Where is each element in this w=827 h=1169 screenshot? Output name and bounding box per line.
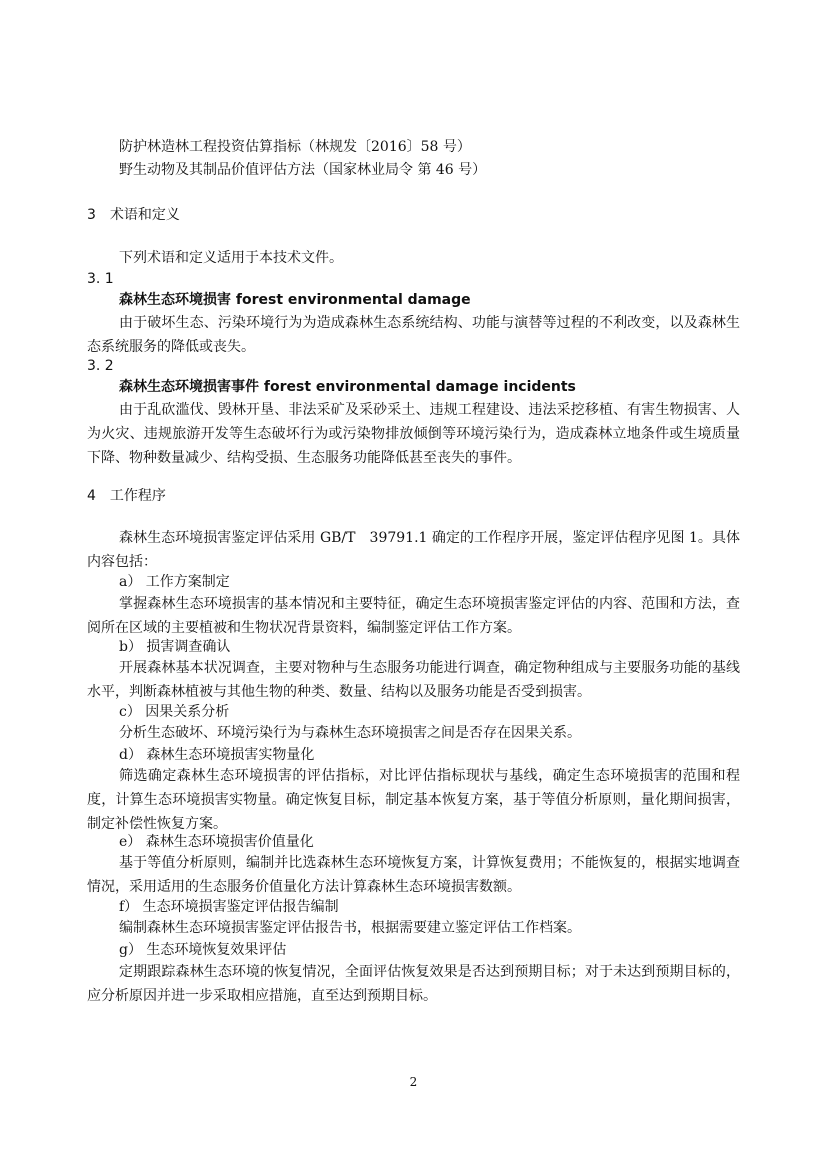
step-label: c） 因果关系分析 [119, 704, 230, 720]
step-label: a） 工作方案制定 [119, 574, 230, 590]
step-text: 筛选确定森林生态环境损害的评估指标，对比评估指标现状与基线，确定生态环境损害的范围和程度，计算生态环境损害实物量。确定恢复目标，制定基本恢复方案，基于等值分析原则，量化期间损害，制定补偿性恢复方案。 [87, 768, 740, 832]
step-label: b） 损害调查确认 [119, 639, 231, 655]
ref-line-1: 防护林造林工程投资估算指标（林规发〔2016〕58 号） [119, 139, 471, 155]
term-number: 3. 1 [87, 271, 114, 287]
step-text: 开展森林基本状况调查，主要对物种与生态服务功能进行调查，确定物种组成与主要服务功能的基线水平，判断森林植被与其他生物的种类、数量、结构以及服务功能是否受到损害。 [87, 660, 740, 700]
step-label: d） 森林生态环境损害实物量化 [119, 747, 315, 763]
step-label: e） 森林生态环境损害价值量化 [119, 834, 314, 850]
step-text: 编制森林生态环境损害鉴定评估报告书，根据需要建立鉴定评估工作档案。 [119, 920, 581, 936]
page-number: 2 [409, 1075, 418, 1089]
term-definition: 由于破坏生态、污染环境行为为造成森林生态系统结构、功能与演替等过程的不利改变，以及森林生态系统服务的降低或丧失。 [87, 315, 740, 355]
ref-line-2: 野生动物及其制品价值评估方法（国家林业局令 第 46 号） [119, 162, 487, 178]
section-3-intro: 下列术语和定义适用于本技术文件。 [119, 250, 343, 266]
term-title: 森林生态环境损害 forest environmental damage [119, 292, 471, 308]
section-4-intro: 森林生态环境损害鉴定评估采用 GB/T 39791.1 确定的工作程序开展，鉴定评估程序见图 1。具体内容包括： [87, 530, 740, 570]
term-title: 森林生态环境损害事件 forest environmental damage incidents [119, 379, 576, 395]
section-4-heading: 4 工作程序 [87, 488, 166, 504]
step-label: f） 生态环境损害鉴定评估报告编制 [119, 899, 339, 915]
step-text: 定期跟踪森林生态环境的恢复情况，全面评估恢复效果是否达到预期目标；对于未达到预期目标的，应分析原因并进一步采取相应措施，直至达到预期目标。 [87, 964, 740, 1004]
step-label: g） 生态环境恢复效果评估 [119, 942, 287, 958]
step-text: 分析生态破坏、环境污染行为与森林生态环境损害之间是否存在因果关系。 [119, 725, 581, 741]
step-text: 掌握森林生态环境损害的基本情况和主要特征，确定生态环境损害鉴定评估的内容、范围和方法，查阅所在区域的主要植被和生物状况背景资料，编制鉴定评估工作方案。 [87, 596, 740, 636]
term-definition: 由于乱砍滥伐、毁林开垦、非法采矿及采砂采土、违规工程建设、违法采挖移植、有害生物损害、人为火灾、违规旅游开发等生态破坏行为或污染物排放倾倒等环境污染行为，造成森林立地条件或生境质量下降、物种数量减少、结构受损、生态服务功能降低甚至丧失的事件。 [87, 402, 740, 466]
term-number: 3. 2 [87, 358, 114, 374]
section-3-heading: 3 术语和定义 [87, 207, 180, 223]
step-text: 基于等值分析原则，编制并比选森林生态环境恢复方案，计算恢复费用；不能恢复的，根据实地调查情况，采用适用的生态服务价值量化方法计算森林生态环境损害数额。 [87, 855, 740, 895]
